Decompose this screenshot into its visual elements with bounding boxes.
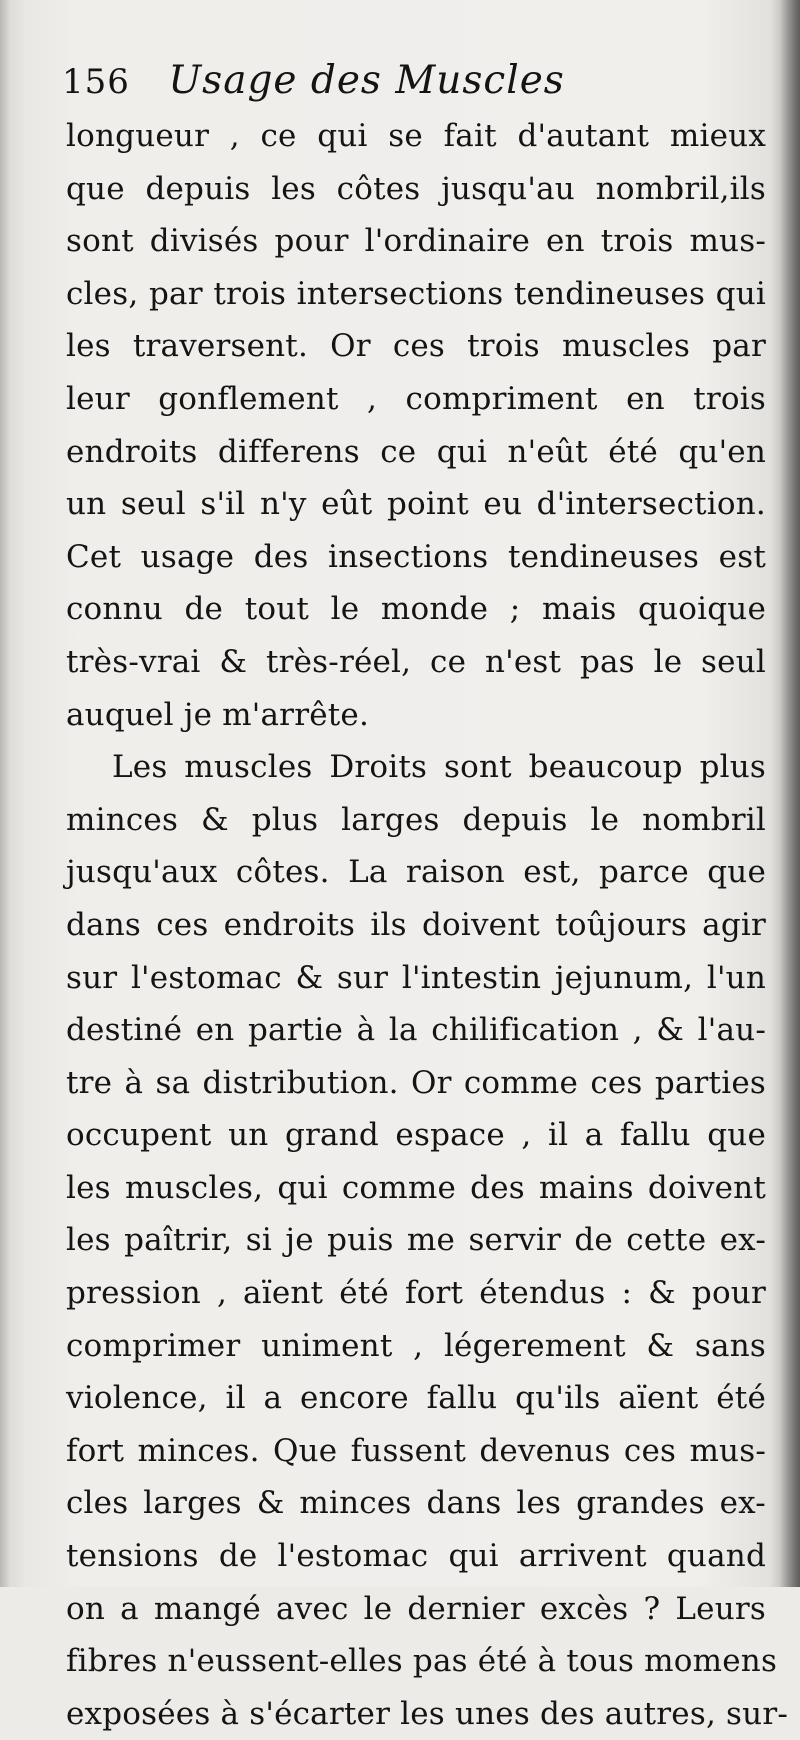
text-line: les traversent. Or ces trois muscles par (66, 328, 766, 365)
text-line: que depuis les côtes jusqu'au nombril,ils (66, 170, 766, 207)
text-line: occupent un grand espace , il a fallu que (66, 1117, 766, 1154)
paragraph-end-line: auquel je m'arrête. (66, 696, 370, 733)
text-line: très-vrai & très-réel, ce n'est pas le seul (66, 643, 766, 680)
text-line: longueur , ce qui se fait d'autant mieux (66, 118, 766, 154)
paragraph-start-line: Les muscles Droits sont beaucoup plus (112, 749, 766, 786)
page-edge-shadow (780, 0, 800, 1587)
text-line: sur l'estomac & sur l'intestin jejunum, l'un (66, 959, 766, 996)
running-head: Usage des Muscles (168, 58, 565, 103)
text-line: sont divisés pour l'ordinaire en trois mus- (66, 223, 766, 260)
text-line: les paîtrir, si je puis me servir de cette ex- (66, 1222, 766, 1259)
text-line: leur gonflement , compriment en trois (66, 380, 766, 417)
text-line: exposées à s'écarter les unes des autres, sur- (66, 1695, 789, 1732)
text-line: minces & plus larges depuis le nombril (66, 801, 766, 838)
text-body (66, 110, 789, 1740)
text-line: pression , aïent été fort étendus : & pour (66, 1275, 766, 1312)
text-line: cles, par trois intersections tendineuses qui (66, 275, 766, 312)
text-line: Cet usage des insections tendineuses est (66, 538, 766, 575)
text-line: connu de tout le monde ; mais quoique (66, 591, 766, 628)
page-number: 156 (62, 62, 130, 102)
text-line: un seul s'il n'y eût point eu d'intersection. (66, 486, 766, 523)
text-line: fort minces. Que fussent devenus ces mus- (66, 1432, 766, 1469)
text-line: tensions de l'estomac qui arrivent quand (66, 1538, 766, 1575)
text-line: jusqu'aux côtes. La raison est, parce que (66, 854, 766, 891)
text-line: cles larges & minces dans les grandes ex- (66, 1485, 766, 1522)
text-line: les muscles, qui comme des mains doivent (66, 1169, 766, 1206)
page-gutter (0, 0, 12, 1587)
text-line: dans ces endroits ils doivent toûjours agir (66, 906, 766, 943)
text-line: fibres n'eussent-elles pas été à tous momens (66, 1643, 778, 1680)
text-line: violence, il a encore fallu qu'ils aïent été (66, 1380, 766, 1417)
page-header (62, 52, 762, 110)
text-line: on a mangé avec le dernier excès ? Leurs (66, 1590, 766, 1627)
text-line: tre à sa distribution. Or comme ces parties (66, 1064, 766, 1101)
text-line: endroits differens ce qui n'eût été qu'en (66, 433, 766, 470)
text-line: comprimer uniment , légerement & sans (66, 1327, 766, 1364)
text-line: destiné en partie à la chilification , & l'au- (66, 1012, 766, 1049)
